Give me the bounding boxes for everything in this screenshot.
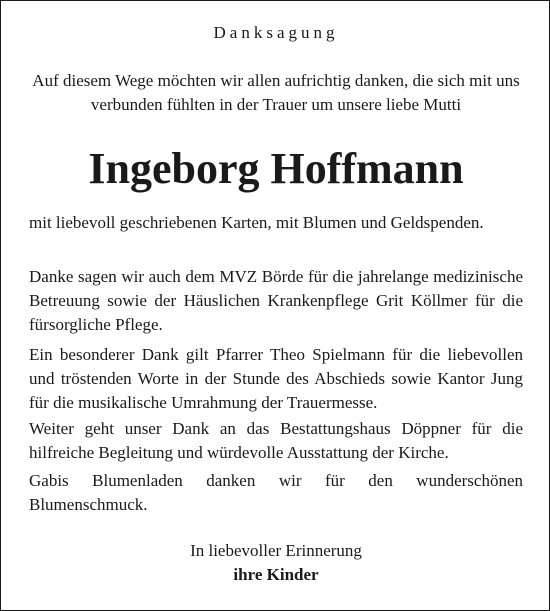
notice-heading: Danksagung (213, 23, 339, 42)
thanks-paragraph-medical: Danke sagen wir auch dem MVZ Börde für die jahrelange medizinische Betreuung sowie der Häuslichen Krankenpflege Grit Köllmer für die fürsorgliche Pflege. (29, 267, 523, 334)
thanks-paragraph-cards: mit liebevoll geschriebenen Karten, mit Blumen und Geldspenden. (29, 213, 484, 232)
thanks-paragraph-florist: Gabis Blumenladen danken wir für den wunderschönen Blumenschmuck. (29, 471, 523, 514)
thanks-paragraph-funeral-home: Weiter geht unser Dank an das Bestattungshaus Döppner für die hilfreiche Begleitung und würdevolle Ausstattung der Kirche. (29, 419, 523, 462)
thanks-paragraph-pastor: Ein besonderer Dank gilt Pfarrer Theo Spielmann für die liebevollen und tröstenden Worte in der Stunde des Abschieds sowie Kantor Jung für die musikalische Umrahmung der Trauermesse. (29, 345, 523, 412)
intro-text: Auf diesem Wege möchten wir allen aufrichtig danken, die sich mit uns verbunden fühlten in der Trauer um unsere liebe Mutti (32, 71, 520, 114)
deceased-name: Ingeborg Hoffmann (88, 144, 464, 193)
closing-line: In liebevoller Erinnerung (190, 541, 362, 560)
closing-block (1, 539, 550, 587)
signature: ihre Kinder (233, 565, 319, 584)
